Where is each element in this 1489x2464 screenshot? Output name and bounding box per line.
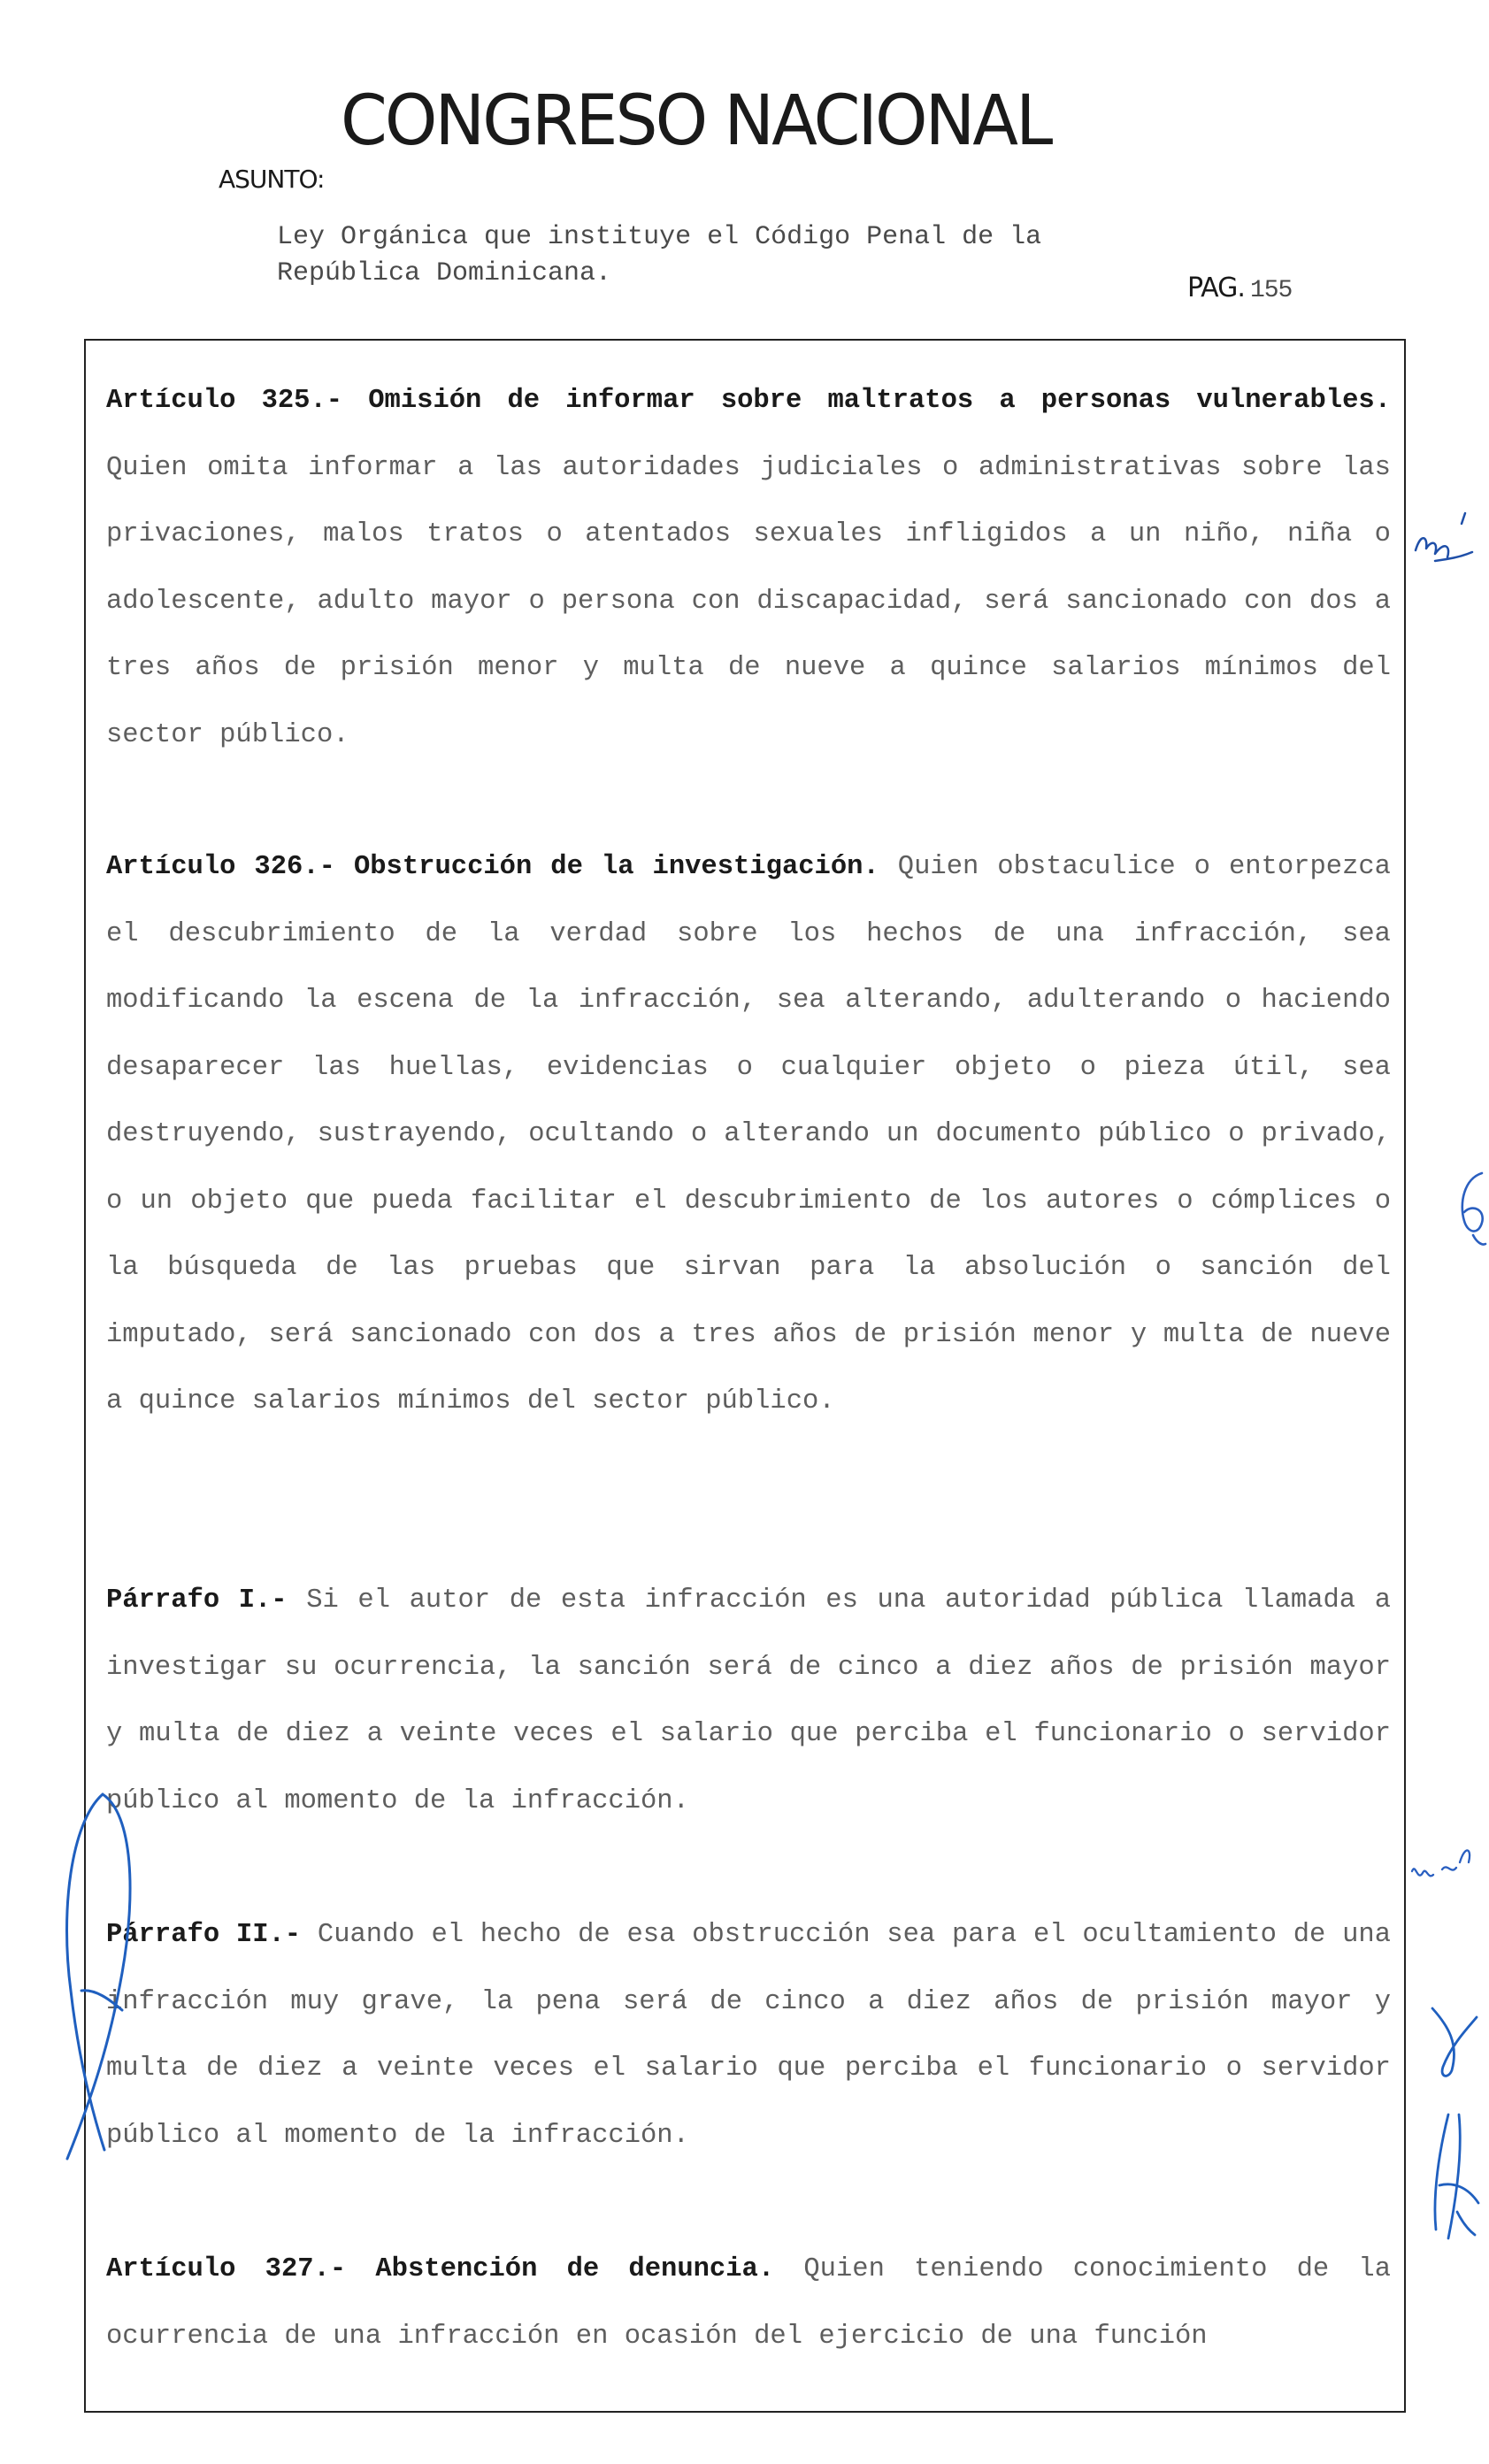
article-326 (106, 834, 1391, 1436)
subject-line-2: República Dominicana. (277, 258, 612, 288)
signature-blue-2 (1413, 1982, 1485, 2247)
paragraph-heading: Párrafo I.- (106, 1585, 288, 1616)
signature-blue-1 (51, 1787, 166, 2176)
article-body: Quien teniendo conocimiento de la ocurrencia de una infracción en ocasión del ejercicio de una función (106, 2254, 1392, 2352)
subject (277, 219, 1041, 292)
paragraph-ii (106, 1902, 1391, 2169)
page-number: 155 (1249, 277, 1293, 304)
article-heading: Artículo 326.- Obstrucción de la investigación. (106, 852, 879, 882)
article-body: Quien obstaculice o entorpezca el descubrimiento de la verdad sobre los hechos de una infracción, sea modificando la escena de la infracción, sea alterando, adulterando o haciendo desaparecer las huellas, evidencias o cualquier objeto o pieza útil, sea destruyendo, sustrayendo, ocultando o alterando un documento público o privado, o un objeto que pueda facilitar el descubrimiento de los autores o cómplices o la búsqueda de las pruebas que sirvan para la absolución o sanción del imputado, será sancionado con dos a tres años de prisión menor y multa de nueve a quince salarios mínimos del sector público. (106, 852, 1391, 1416)
initials-mark-1 (1408, 506, 1479, 577)
paragraph-heading: Párrafo II.- (106, 1920, 302, 1950)
article-327 (106, 2237, 1391, 2370)
page-indicator (1187, 272, 1292, 304)
initials-mark-2 (1455, 1168, 1489, 1252)
paragraph-body: Si el autor de esta infracción es una autoridad pública llamada a investigar su ocurrencia, la sanción será de cinco a diez años de prisión mayor y multa de diez a veinte veces el salario que perciba el funcionario o servidor público al momento de la infracción. (106, 1585, 1391, 1816)
article-body: Quien omita informar a las autoridades judiciales o administrativas sobre las privaciones, malos tratos o atentados sexuales infligidos a un niño, niña o adolescente, adulto mayor o persona con discapacidad, será sancionado con dos a tres años de prisión menor y multa de nueve a quince salarios mínimos del sector público. (106, 452, 1391, 750)
page-label: PAG. (1187, 272, 1245, 303)
asunto-label: ASUNTO: (219, 165, 325, 194)
paragraph-body: Cuando el hecho de esa obstrucción sea para el ocultamiento de una infracción muy grave, la pena será de cinco a diez años de prisión mayor y multa de diez a veinte veces el salario que perciba el funcionario o servidor público al momento de la infracción. (106, 1920, 1392, 2151)
article-heading: Artículo 325.- Omisión de informar sobre maltratos a personas vulnerables. (106, 386, 1391, 416)
initials-mark-3 (1407, 1836, 1482, 1902)
subject-line-1: Ley Orgánica que instituye el Código Penal de la (277, 222, 1042, 252)
institution-title: CONGRESO NACIONAL (341, 81, 1051, 161)
article-heading: Artículo 327.- Abstención de denuncia. (106, 2254, 775, 2284)
article-325 (106, 368, 1391, 769)
paragraph-i (106, 1568, 1391, 1835)
